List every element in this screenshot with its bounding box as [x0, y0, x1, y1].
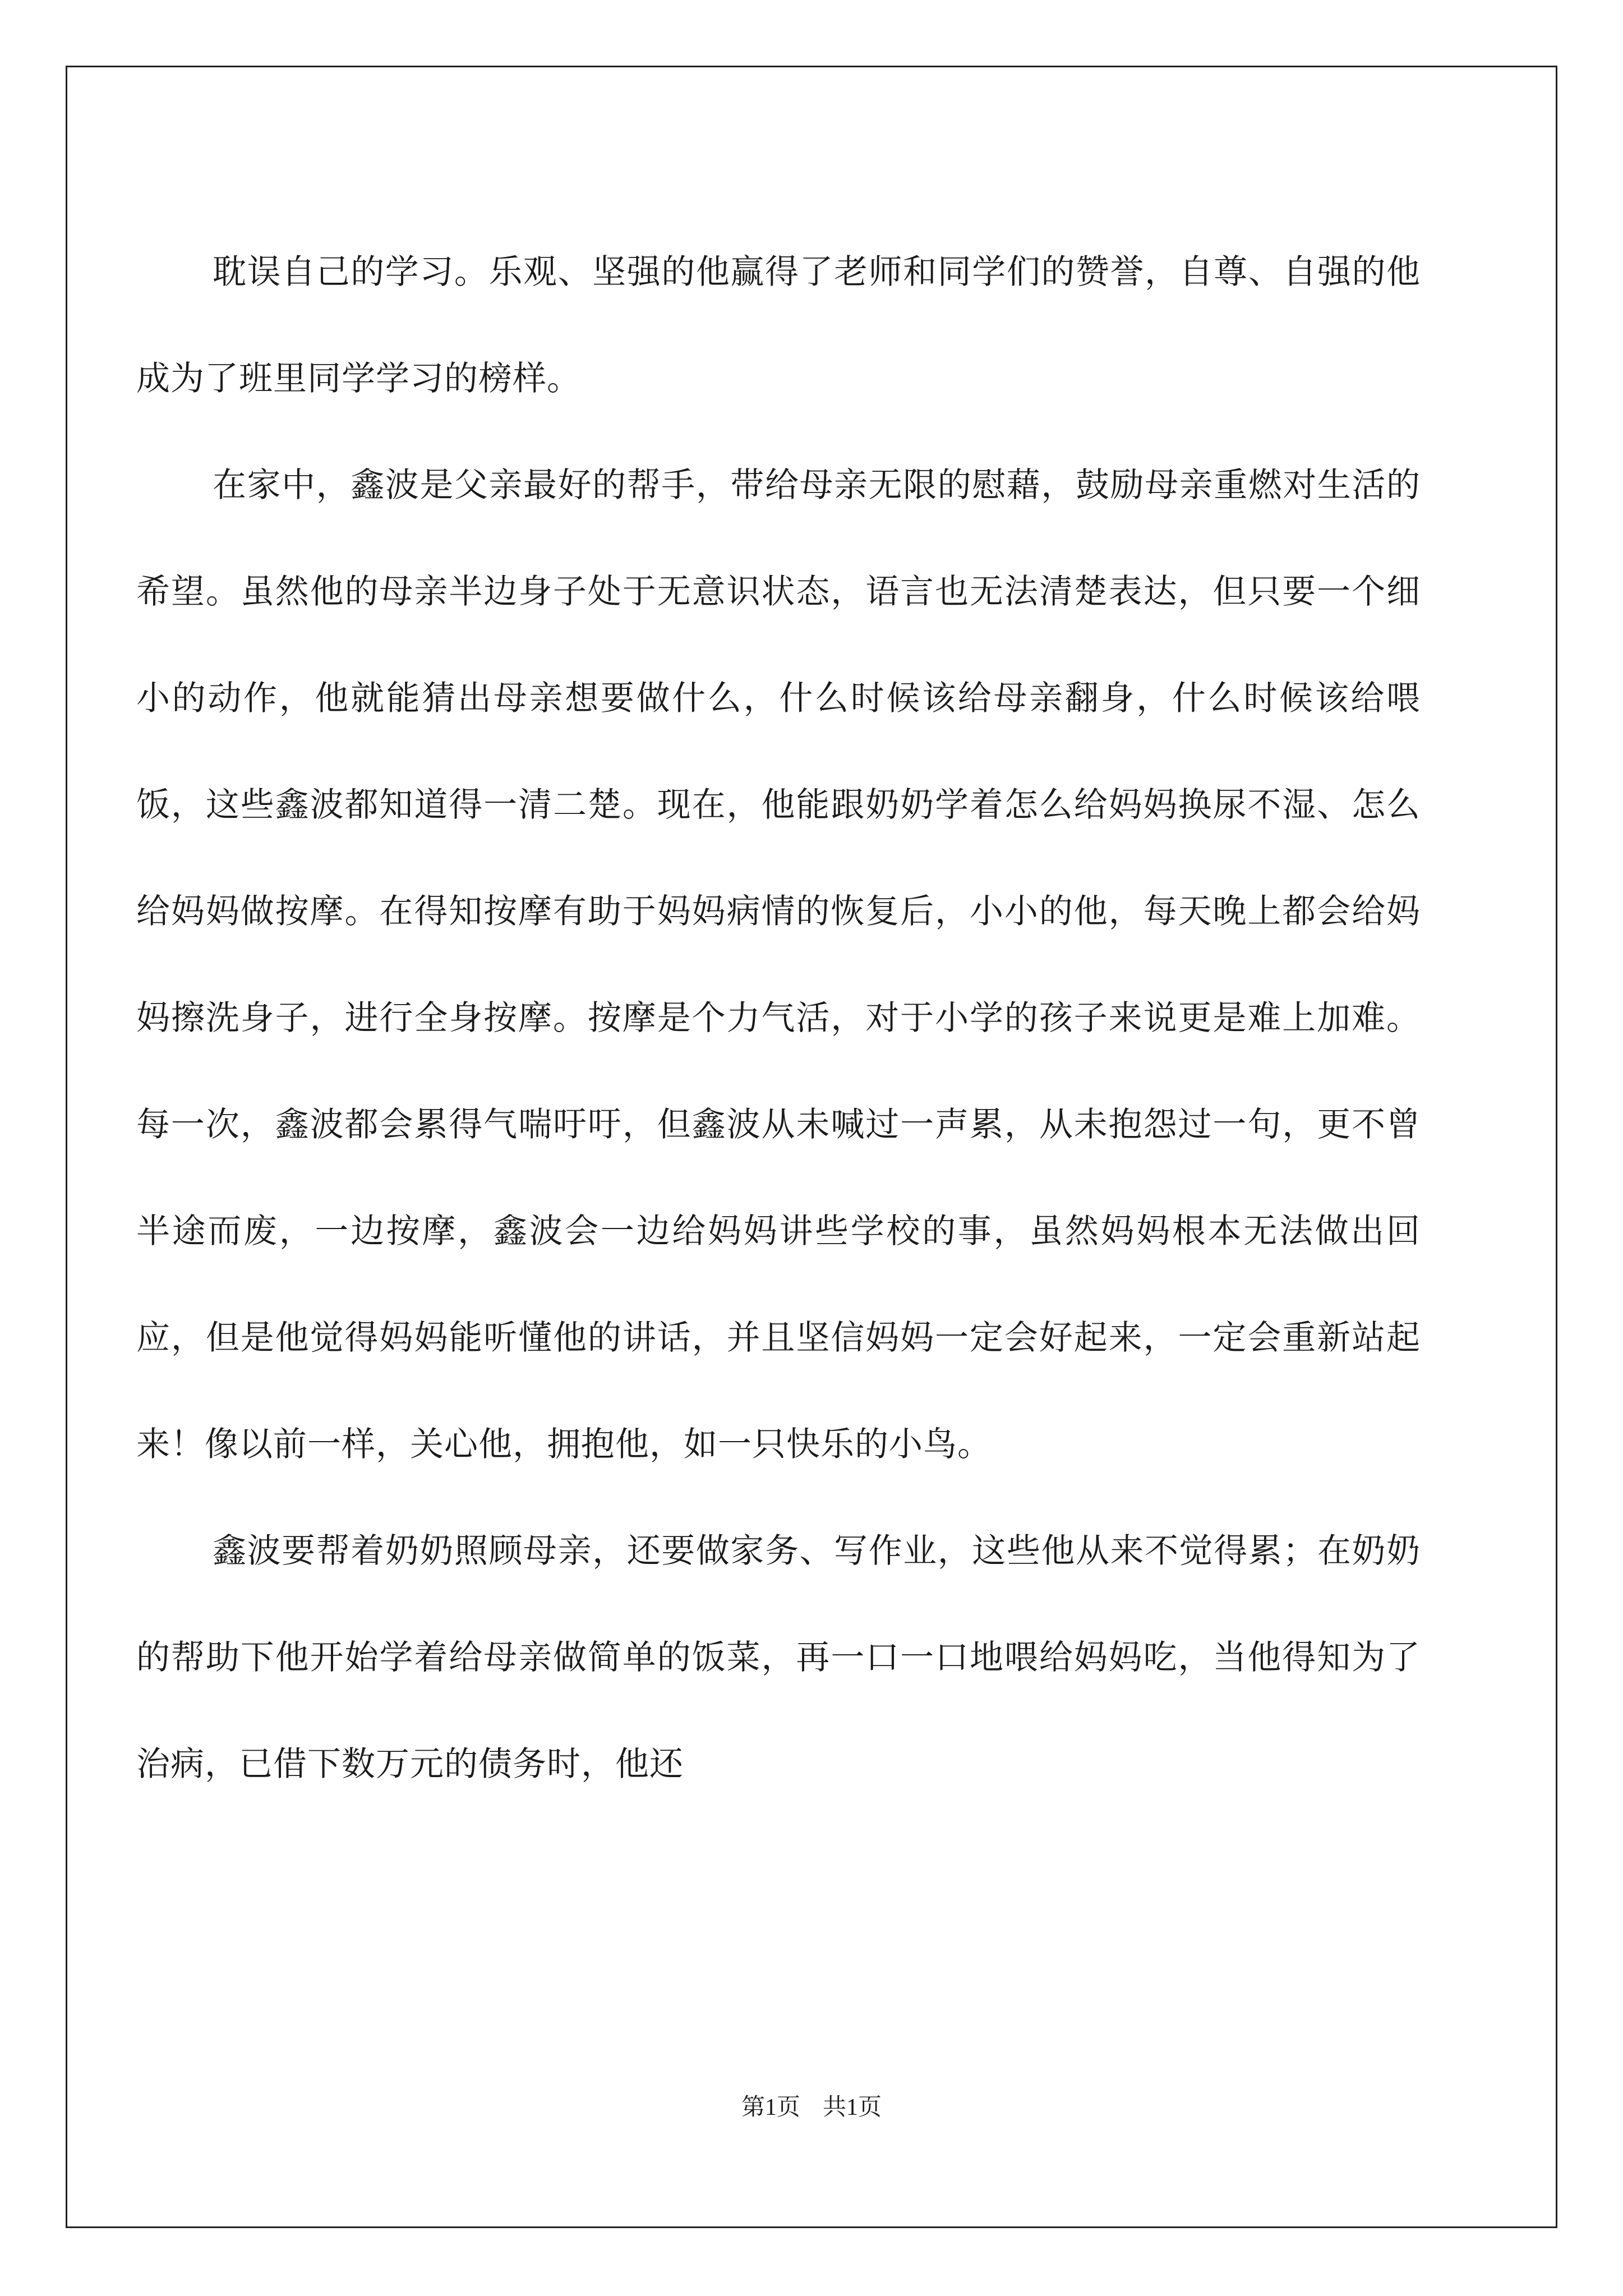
paragraph: 在家中，鑫波是父亲最好的帮手，带给母亲无限的慰藉，鼓励母亲重燃对生活的希望。虽然他的母亲半边身子处于无意识状态，语言也无法清楚表达，但只要一个细小的动作，他就能猜出母亲想要做什么，什么时候该给母亲翻身，什么时候该给喂饭，这些鑫波都知道得一清二楚。现在，他能跟奶奶学着怎么给妈妈换尿不湿、怎么给妈妈做按摩。在得知按摩有助于妈妈病情的恢复后，小小的他，每天晚上都会给妈妈擦洗身子，进行全身按摩。按摩是个力气活，对于小学的孩子来说更是难上加难。每一次，鑫波都会累得气喘吁吁，但鑫波从未喊过一声累，从未抱怨过一句，更不曾半途而废，一边按摩，鑫波会一边给妈妈讲些学校的事，虽然妈妈根本无法做出回应，但是他觉得妈妈能听懂他的讲话，并且坚信妈妈一定会好起来，一定会重新站起来！像以前一样，关心他，拥抱他，如一只快乐的小鸟。	[136, 466, 1421, 1464]
paragraph: 耽误自己的学习。乐观、坚强的他赢得了老师和同学们的赞誉，自尊、自强的他成为了班里同学学习的榜样。	[136, 252, 1421, 398]
page-number: 第1页	[741, 2095, 800, 2120]
document-body	[136, 219, 1421, 1818]
page-total: 共1页	[823, 2095, 882, 2120]
paragraph: 鑫波要帮着奶奶照顾母亲，还要做家务、写作业，这些他从来不觉得累；在奶奶的帮助下他开始学着给母亲做简单的饭菜，再一口一口地喂给妈妈吃，当他得知为了治病，已借下数万元的债务时，他还	[136, 1531, 1421, 1784]
page-footer	[0, 2093, 1623, 2122]
